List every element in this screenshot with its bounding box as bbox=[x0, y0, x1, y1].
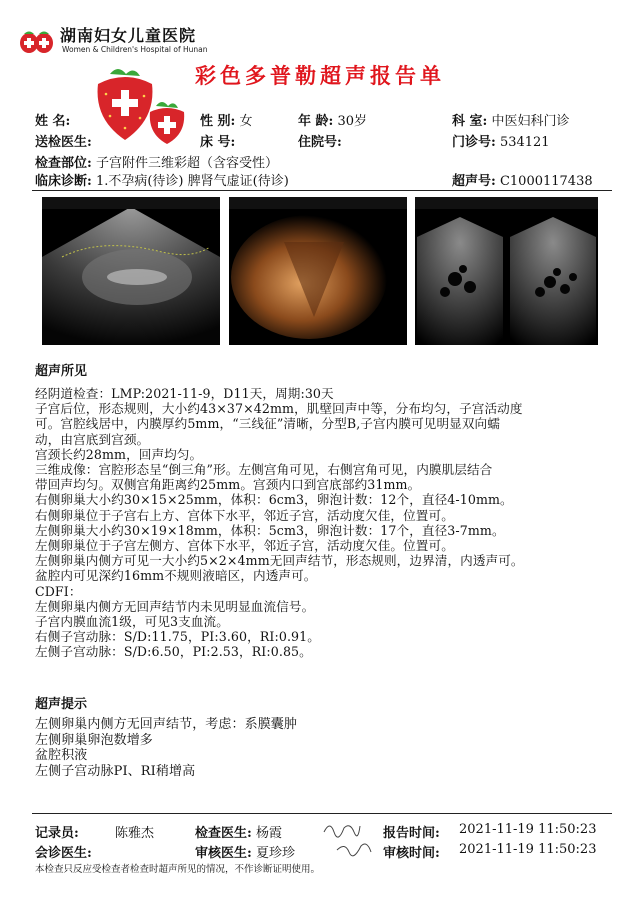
disclaimer: 本检查只反应受检查者检查时超声所见的情况，不作诊断证明使用。 bbox=[35, 864, 321, 875]
footer-divider bbox=[32, 813, 612, 814]
inpatient-label: 住院号: bbox=[298, 135, 342, 150]
outpatient-value: 534121 bbox=[499, 135, 550, 150]
findings-line: 左侧卵巢大小约30×19×18mm，体积：5cm3，卵泡计数：17个，直径3-7mm。 bbox=[35, 522, 505, 538]
report-title: 彩色多普勒超声报告单 bbox=[195, 63, 445, 88]
recorder-row bbox=[35, 822, 79, 841]
bed-row bbox=[200, 131, 235, 150]
header-divider bbox=[32, 190, 612, 191]
impression-line: 左侧子宫动脉PI、RI稍增高 bbox=[35, 763, 196, 779]
gender-value: 女 bbox=[239, 114, 253, 129]
name-label: 姓 名: bbox=[35, 114, 71, 129]
impression-title: 超声提示 bbox=[35, 697, 88, 712]
consult-label: 会诊医生: bbox=[35, 846, 92, 861]
dept-row bbox=[452, 110, 569, 129]
exam-doctor-value: 杨霞 bbox=[255, 826, 282, 841]
hospital-name-en: Women & Children's Hospital of Hunan bbox=[62, 45, 208, 54]
review-time-value: 2021-11-19 11:50:23 bbox=[459, 842, 597, 857]
ultrasound-image-3d bbox=[229, 197, 407, 345]
findings-line: 右侧卵巢位于子宫右上方、宫体下水平，邻近子宫，活动度欠佳，位置可。 bbox=[35, 507, 454, 523]
gender-label: 性 别: bbox=[200, 114, 236, 129]
findings-line: 带回声均匀。双侧宫角距离约25mm。宫颈内口到宫底部约31mm。 bbox=[35, 477, 421, 493]
exam-part-value: 子宫附件三维彩超（含容受性） bbox=[95, 156, 278, 171]
inpatient-row bbox=[298, 131, 342, 150]
findings-title: 超声所见 bbox=[35, 364, 88, 379]
findings-line: 可。宫腔线居中，内膜厚约5mm，“三线征”清晰，分型B,子宫内膜可见明显双向蠕 bbox=[35, 416, 500, 432]
us-number-label: 超声号: bbox=[452, 174, 496, 189]
strawberry-mascot-icon bbox=[90, 64, 200, 144]
reviewer-value: 夏珍珍 bbox=[255, 846, 295, 861]
report-time-row bbox=[383, 822, 440, 841]
gender-row bbox=[200, 110, 252, 129]
review-time-row bbox=[383, 842, 440, 861]
diagnosis-row bbox=[35, 170, 289, 189]
ultrasound-image-uterus bbox=[42, 197, 220, 345]
findings-line: 宫颈长约28mm，回声均匀。 bbox=[35, 446, 203, 462]
diagnosis-value: 1.不孕病(待诊) 脾肾气虚证(待诊) bbox=[95, 174, 289, 189]
sender-row bbox=[35, 131, 92, 150]
age-value: 30岁 bbox=[337, 114, 368, 129]
dept-label: 科 室: bbox=[452, 114, 488, 129]
findings-line: 右侧子宫动脉：S/D:11.75，PI:3.60，RI:0.91。 bbox=[35, 629, 320, 645]
impression-line: 盆腔积液 bbox=[35, 748, 88, 763]
findings-line: 左侧卵巢内侧方无回声结节内未见明显血流信号。 bbox=[35, 598, 315, 614]
exam-part-label: 检查部位: bbox=[35, 156, 92, 171]
hospital-logo-icon bbox=[18, 26, 56, 56]
recorder-value: 陈雅杰 bbox=[115, 826, 155, 841]
diagnosis-label: 临床诊断: bbox=[35, 174, 92, 189]
signature-reviewer-icon bbox=[335, 838, 375, 863]
impression-line: 左侧卵巢内侧方无回声结节，考虑：系膜囊肿 bbox=[35, 717, 298, 732]
recorder-label: 记录员: bbox=[35, 826, 79, 841]
reviewer-row bbox=[195, 842, 295, 861]
sender-label: 送检医生: bbox=[35, 135, 92, 150]
age-label: 年 龄: bbox=[298, 114, 334, 129]
findings-line: 三维成像：宫腔形态呈“倒三角”形。左侧宫角可见，右侧宫角可见，内膜肌层结合 bbox=[35, 462, 493, 477]
report-time-label: 报告时间: bbox=[383, 826, 440, 841]
review-time-label: 审核时间: bbox=[383, 846, 440, 861]
consult-row bbox=[35, 842, 92, 861]
findings-line: 左侧卵巢内侧方可见一大小约5×2×4mm无回声结节，形态规则，边界清，内透声可。 bbox=[35, 553, 524, 569]
us-number-row bbox=[452, 170, 593, 189]
findings-line: 子宫后位，形态规则，大小约43×37×42mm，肌壁回声中等，分布均匀，子宫活动度 bbox=[35, 401, 523, 417]
report-time-value: 2021-11-19 11:50:23 bbox=[459, 822, 597, 837]
outpatient-row bbox=[452, 131, 550, 150]
us-number-value: C1000117438 bbox=[499, 174, 593, 189]
findings-line: 左侧子宫动脉：S/D:6.50，PI:2.53，RI:0.85。 bbox=[35, 644, 312, 660]
outpatient-label: 门诊号: bbox=[452, 135, 496, 150]
findings-line: 动，由宫底到宫颈。 bbox=[35, 431, 150, 447]
findings-line: 盆腔内可见深约16mm不规则液暗区，内透声可。 bbox=[35, 568, 317, 584]
exam-part-row bbox=[35, 152, 278, 171]
findings-line: 经阴道检查：LMP:2021-11-9，D11天，周期:30天 bbox=[35, 386, 334, 401]
ultrasound-image-ovaries bbox=[415, 197, 598, 345]
age-row bbox=[298, 110, 367, 129]
findings-line: CDFI： bbox=[35, 583, 82, 599]
findings-line: 子宫内膜血流1级，可见3支血流。 bbox=[35, 614, 229, 629]
exam-doctor-row bbox=[195, 822, 282, 841]
dept-value: 中医妇科门诊 bbox=[491, 114, 570, 129]
bed-label: 床 号: bbox=[200, 135, 236, 150]
reviewer-label: 审核医生: bbox=[195, 846, 252, 861]
exam-doctor-label: 检查医生: bbox=[195, 826, 252, 841]
findings-line: 左侧卵巢位于子宫左侧方、宫体下水平，邻近子宫，活动度欠佳。位置可。 bbox=[35, 538, 454, 553]
findings-line: 右侧卵巢大小约30×15×25mm，体积：6cm3，卵泡计数：12个，直径4-10mm。 bbox=[35, 492, 513, 508]
patient-name-row bbox=[35, 110, 70, 129]
hospital-name: 湖南妇女儿童医院 bbox=[60, 26, 197, 45]
impression-line: 左侧卵巢卵泡数增多 bbox=[35, 732, 153, 748]
